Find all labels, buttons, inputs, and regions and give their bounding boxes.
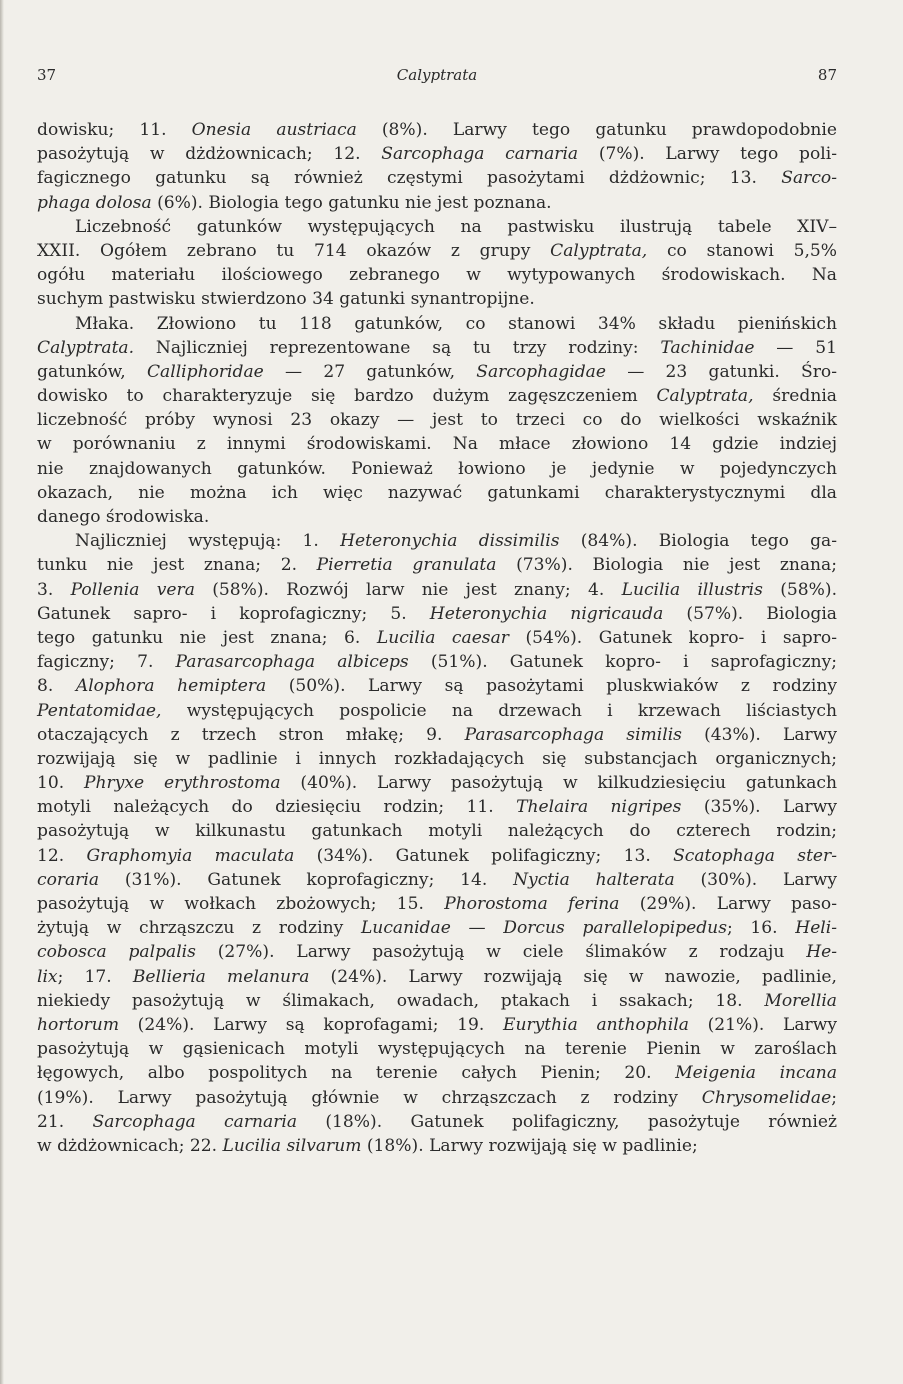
text-run: w porównaniu z innymi środowiskami. Na młace złowiono 14 gdzie indziej [37, 434, 837, 455]
text-line [37, 457, 837, 481]
text-run: rozwijają się w padlinie i innych rozkładających się substancjach organicznych; [37, 748, 837, 769]
italic-taxon: Lucilia silvarum [222, 1135, 362, 1156]
text-line [37, 505, 837, 529]
text-line [37, 1086, 837, 1110]
text-run: (31%). Gatunek koprofagiczny; 14. [99, 869, 514, 890]
italic-taxon: Calliphoridae [146, 361, 264, 382]
text-line [37, 215, 837, 239]
text-line [37, 553, 837, 577]
text-line [37, 650, 837, 674]
text-run: (18%). Larwy rozwijają się w padlinie; [361, 1135, 698, 1156]
text-run: suchym pastwisku stwierdzono 34 gatunki synantropijne. [37, 289, 535, 310]
text-line [37, 844, 837, 868]
italic-taxon: lix [37, 966, 58, 987]
italic-taxon: Parasarcophaga similis [464, 724, 682, 745]
italic-taxon: Alophora hemiptera [75, 676, 267, 697]
italic-taxon: Tachinidae [660, 337, 755, 358]
italic-taxon: Heli- [795, 918, 838, 939]
text-run: otaczających z trzech stron młakę; 9. [37, 724, 465, 745]
text-run: Młaka. Złowiono tu 118 gatunków, co stanowi 34% składu pienińskich [75, 313, 837, 334]
italic-taxon: Sarcophaga carnaria [92, 1111, 298, 1132]
text-line [37, 965, 837, 989]
text-run: (34%). Gatunek polifagiczny; 13. [294, 845, 674, 866]
italic-taxon: hortorum [37, 1014, 120, 1035]
text-run: ; [831, 1087, 837, 1108]
text-run: (7%). Larwy tego poli- [578, 144, 837, 165]
text-line [37, 1134, 837, 1158]
italic-taxon: coraria [37, 869, 100, 890]
page-edge-shadow [0, 0, 4, 1384]
italic-taxon: Calyptrata, [550, 240, 648, 261]
italic-taxon: Lucilia illustris [621, 579, 763, 600]
text-line [37, 166, 837, 190]
text-run: (21%). Larwy [688, 1014, 837, 1035]
italic-taxon: Eurythia anthophila [502, 1014, 689, 1035]
text-run: (35%). Larwy [681, 797, 837, 818]
italic-taxon: Graphomyia maculata [86, 845, 295, 866]
text-run: ogółu materiału ilościowego zebranego w wytypowanych środowiskach. Na [37, 265, 837, 286]
text-run: (58%). [762, 579, 837, 600]
italic-taxon: Parasarcophaga albiceps [175, 652, 409, 673]
text-run: ; 17. [57, 966, 133, 987]
text-line [37, 578, 837, 602]
text-run: w dżdżownicach; 22. [37, 1135, 223, 1156]
page-number-right: 87 [817, 66, 837, 84]
text-run: Najliczniej reprezentowane są tu trzy rodziny: [134, 337, 661, 358]
text-run: nie znajdowanych gatunków. Ponieważ łowiono je jedynie w pojedynczych [37, 458, 837, 479]
text-run: Gatunek sapro- i koprofagiczny; 5. [37, 603, 430, 624]
text-line [37, 868, 837, 892]
text-line [37, 432, 837, 456]
text-run: 10. [37, 773, 85, 794]
running-title: Calyptrata [396, 66, 478, 84]
text-line [37, 384, 837, 408]
text-line [37, 892, 837, 916]
italic-taxon: Heteronychia nigricauda [429, 603, 664, 624]
text-line [37, 940, 837, 964]
text-run: (73%). Biologia nie jest znana; [496, 555, 837, 576]
text-run: (51%). Gatunek kopro- i saprofagiczny; [408, 652, 838, 673]
text-run: Liczebność gatunków występujących na pastwisku ilustrują tabele XIV– [75, 216, 837, 237]
italic-taxon: Onesia austriaca [191, 120, 357, 140]
text-line [37, 626, 837, 650]
text-run: występujących pospolicie na drzewach i krzewach liściastych [161, 700, 837, 721]
italic-taxon: Calyptrata, [656, 386, 754, 407]
text-run: gatunków, [37, 361, 147, 382]
text-run: dowisko to charakteryzuje się bardzo dużym zagęszczeniem [37, 386, 657, 407]
italic-taxon: Scatophaga ster- [673, 845, 837, 866]
italic-taxon: Thelaira nigripes [516, 797, 682, 818]
italic-taxon: Nyctia halterata [513, 869, 675, 890]
text-run: (6%). Biologia tego gatunku nie jest poznana. [151, 192, 552, 213]
text-run: (27%). Larwy pasożytują w ciele ślimaków z rodzaju [195, 942, 807, 963]
italic-taxon: cobosca palpalis [37, 942, 196, 963]
text-line [37, 312, 837, 336]
text-run: (54%). Gatunek kopro- i sapro- [508, 627, 837, 648]
text-line [37, 1061, 837, 1085]
text-run: (24%). Larwy są koprofagami; 19. [119, 1014, 503, 1035]
text-run: fagiczny; 7. [37, 652, 176, 673]
italic-taxon: Bellieria melanura [132, 966, 310, 987]
running-head [37, 66, 837, 88]
italic-taxon: Calyptrata. [37, 337, 135, 358]
text-line [37, 142, 837, 166]
text-line [37, 408, 837, 432]
text-run: (43%). Larwy [681, 724, 837, 745]
italic-taxon: Chrysomelidae [701, 1087, 832, 1108]
text-run: pasożytują w wołkach zbożowych; 15. [37, 894, 445, 914]
text-line [37, 674, 837, 698]
text-run: motyli należących do dziesięciu rodzin; 11. [37, 797, 517, 818]
text-run: Najliczniej występują: 1. [75, 531, 341, 552]
italic-taxon: Sarcophagidae [476, 361, 606, 382]
text-line [37, 699, 837, 723]
text-run: (30%). Larwy [674, 869, 837, 890]
italic-taxon: Pierretia granulata [316, 555, 497, 576]
text-line [37, 239, 837, 263]
italic-taxon: Heteronychia dissimilis [340, 531, 560, 552]
text-run: danego środowiska. [37, 507, 210, 527]
text-run: pasożytują w kilkunastu gatunkach motyli należących do czterech rodzin; [37, 821, 837, 842]
text-run: tego gatunku nie jest znana; 6. [37, 627, 377, 648]
text-run: 3. [37, 579, 71, 600]
text-run: — 27 gatunków, [263, 361, 477, 382]
text-run: XXII. Ogółem zebrano tu 714 okazów z grupy [37, 240, 551, 261]
text-run: okazach, nie można ich więc nazywać gatunkami charakterystycznymi dla [37, 482, 837, 503]
italic-taxon: Sarcophaga carnaria [381, 144, 579, 165]
body-text [37, 118, 837, 1158]
text-run: (24%). Larwy rozwijają się w nawozie, padlinie, [309, 966, 837, 987]
text-line [37, 263, 837, 287]
text-run: tunku nie jest znana; 2. [37, 555, 317, 576]
text-line [37, 602, 837, 626]
text-line [37, 529, 837, 553]
text-run: niekiedy pasożytują w ślimakach, owadach, ptakach i ssakach; 18. [37, 990, 765, 1011]
italic-taxon: Meigenia incana [675, 1063, 838, 1084]
italic-taxon: Lucanidae — Dorcus parallelopipedus [360, 918, 727, 939]
text-line [37, 118, 837, 142]
text-run: (40%). Larwy pasożytują w kilkudziesięciu gatunkach [280, 773, 837, 794]
text-run: (18%). Gatunek polifagiczny, pasożytuje również [297, 1111, 837, 1132]
text-line [37, 287, 837, 311]
text-run: 21. [37, 1111, 93, 1132]
text-run: pasożytują w dżdżownicach; 12. [37, 144, 382, 165]
text-line [37, 481, 837, 505]
text-run: liczebność próby wynosi 23 okazy — jest to trzeci co do wielkości wskaźnik [37, 410, 837, 431]
text-run: (8%). Larwy tego gatunku prawdopodobnie [356, 120, 837, 140]
text-line [37, 336, 837, 360]
italic-taxon: Sarco- [781, 168, 837, 189]
text-line [37, 191, 837, 215]
italic-taxon: Lucilia caesar [376, 627, 509, 648]
text-run: (29%). Larwy paso- [619, 894, 837, 914]
text-run: pasożytują w gąsienicach motyli występujących na terenie Pienin w zaroślach [37, 1039, 837, 1060]
text-run: (57%). Biologia [663, 603, 837, 624]
text-run: (84%). Biologia tego ga- [559, 531, 837, 552]
text-line [37, 771, 837, 795]
text-run: 8. [37, 676, 76, 697]
text-run: dowisku; 11. [37, 120, 192, 140]
text-line [37, 795, 837, 819]
text-line [37, 1013, 837, 1037]
italic-taxon: He- [806, 942, 837, 963]
text-line [37, 747, 837, 771]
italic-taxon: Pentatomidae, [37, 700, 162, 721]
text-line [37, 916, 837, 940]
italic-taxon: Morellia [764, 990, 837, 1011]
text-run: (19%). Larwy pasożytują głównie w chrząszczach z rodziny [37, 1087, 702, 1108]
text-line [37, 819, 837, 843]
text-run: — 51 [754, 337, 837, 358]
text-run: — 23 gatunki. Śro- [606, 361, 838, 382]
text-run: (58%). Rozwój larw nie jest znany; 4. [194, 579, 622, 600]
page-number-left: 37 [37, 66, 57, 84]
text-run: fagicznego gatunku są również częstymi pasożytami dżdżownic; 13. [37, 168, 782, 189]
text-run: średnia [753, 386, 837, 407]
text-line [37, 1110, 837, 1134]
text-line [37, 1037, 837, 1061]
text-run: (50%). Larwy są pasożytami pluskwiaków z rodziny [266, 676, 837, 697]
text-run: ; 16. [726, 918, 796, 939]
text-run: łęgowych, albo pospolitych na terenie całych Pienin; 20. [37, 1063, 676, 1084]
text-line [37, 989, 837, 1013]
text-run: żytują w chrząszczu z rodziny [37, 918, 361, 939]
italic-taxon: phaga dolosa [37, 192, 152, 213]
text-line [37, 360, 837, 384]
italic-taxon: Pollenia vera [70, 579, 195, 600]
text-run: co stanowi 5,5% [647, 240, 838, 261]
italic-taxon: Phryxe erythrostoma [84, 773, 281, 794]
text-run: 12. [37, 845, 87, 866]
italic-taxon: Phorostoma ferina [444, 894, 620, 914]
text-line [37, 723, 837, 747]
